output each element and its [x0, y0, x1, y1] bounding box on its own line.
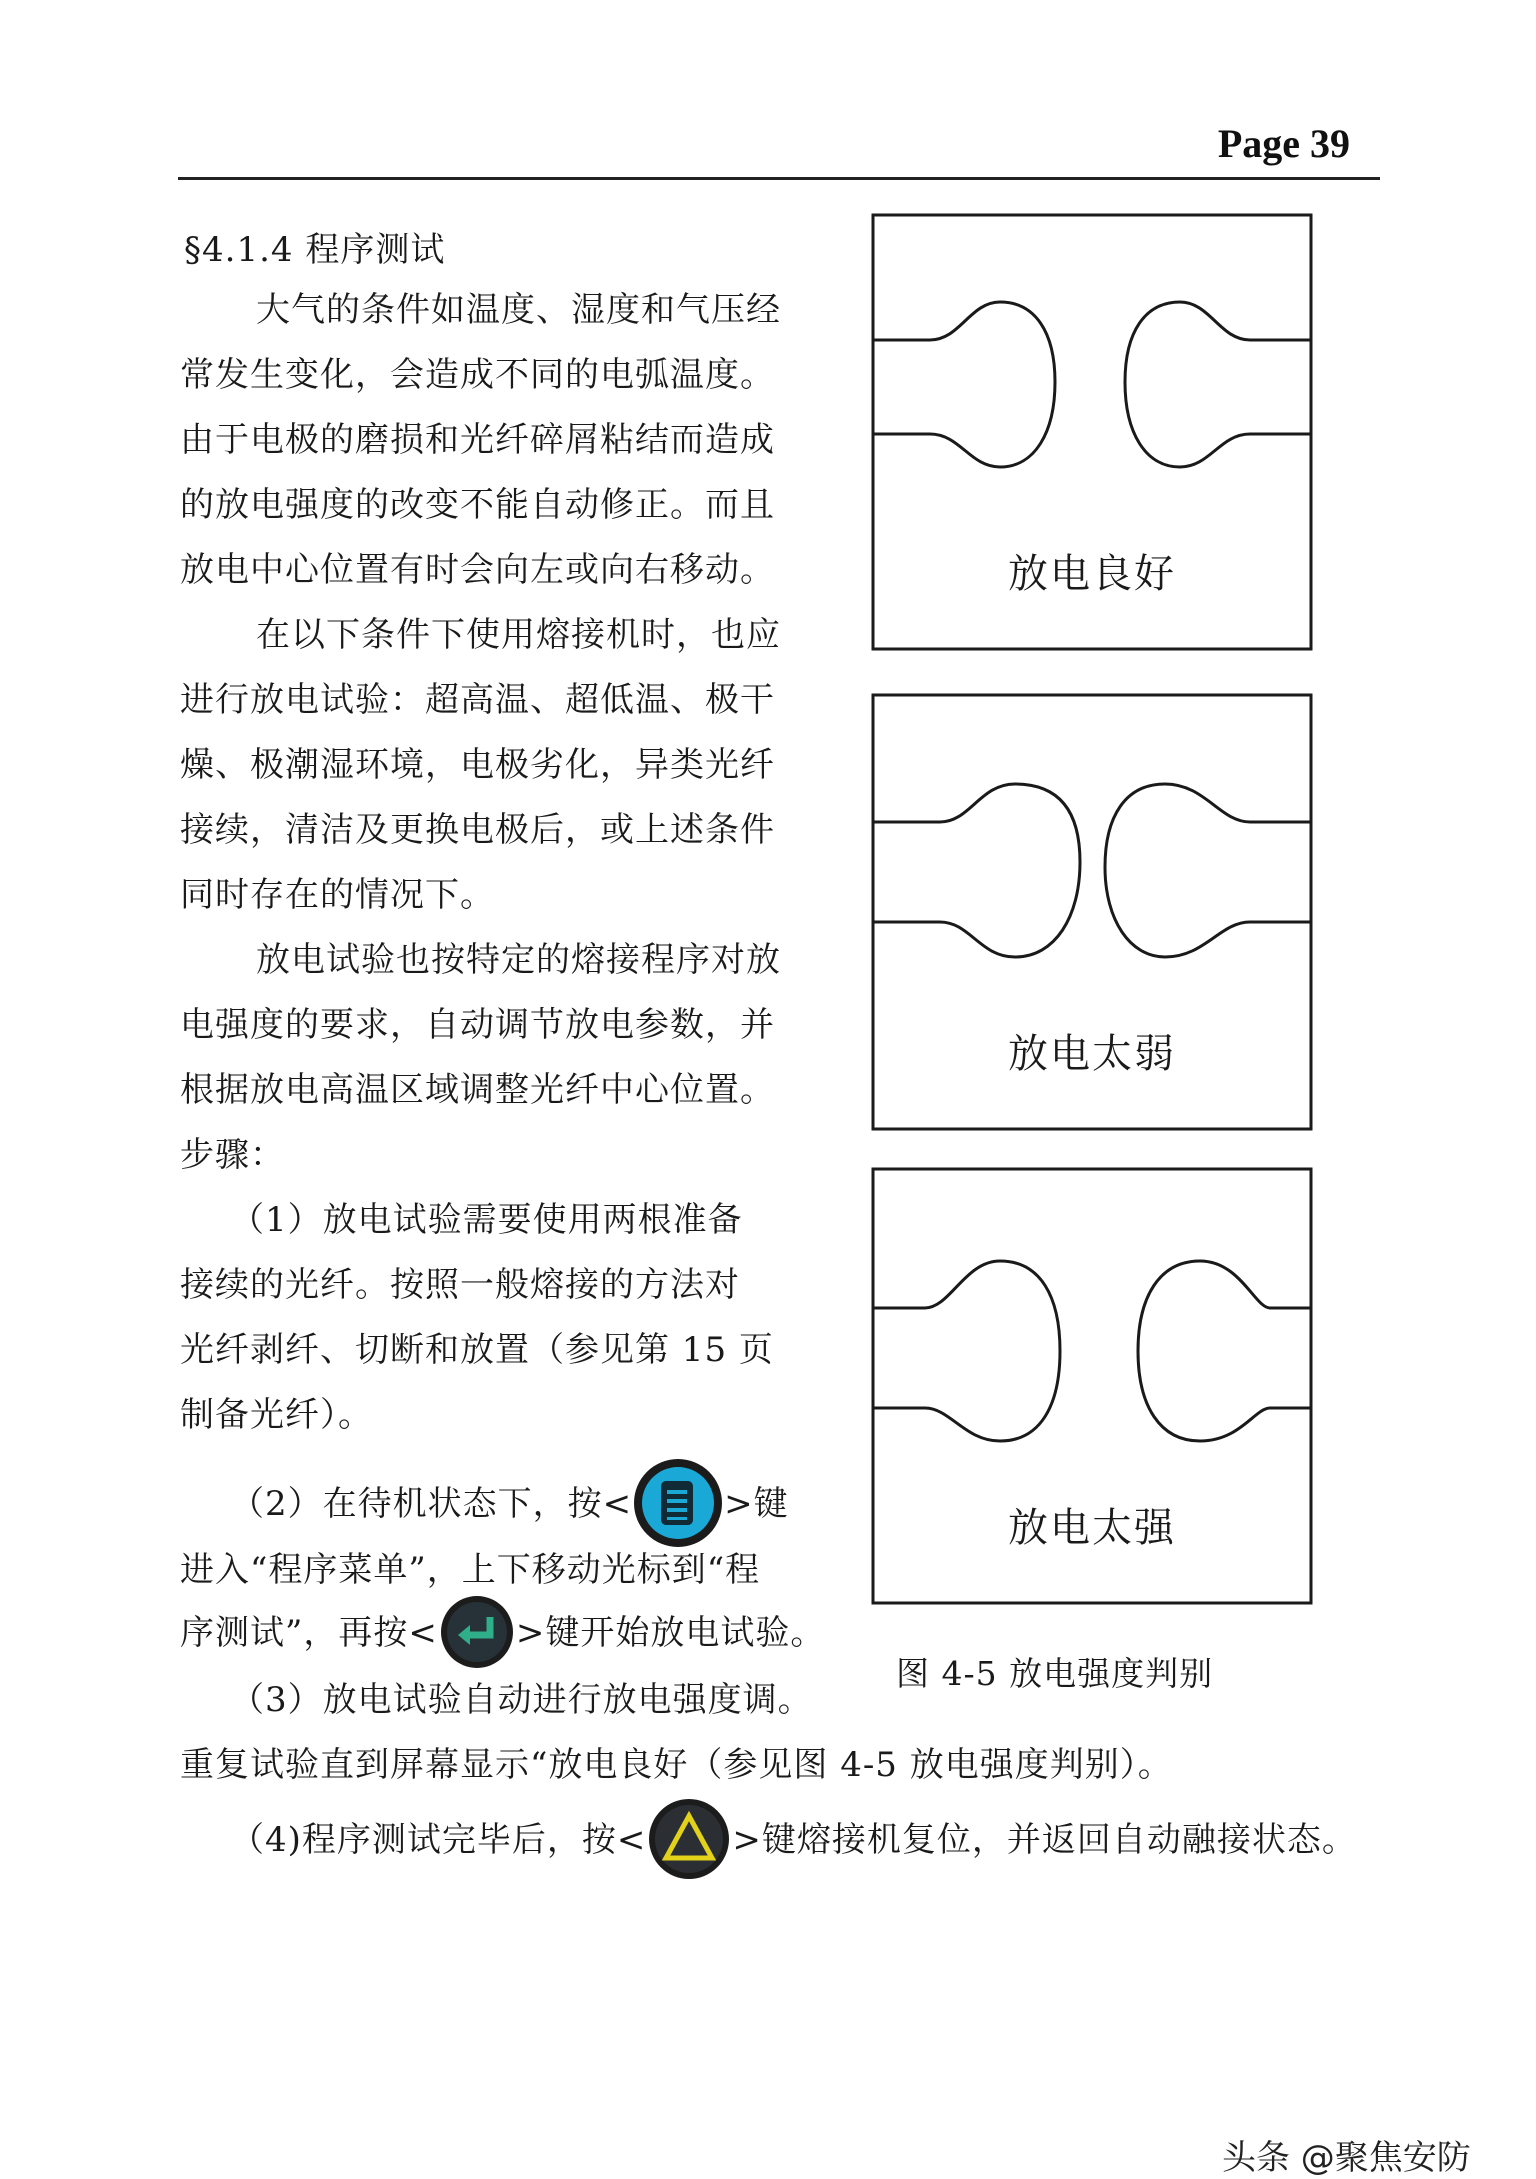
- enter-key: [440, 1595, 514, 1669]
- text-line: 重复试验直到屏幕显示“放电良好（参见图 4-5 放电强度判别）。: [180, 1745, 1173, 1785]
- menu-list-icon: [634, 1459, 722, 1547]
- text-line: 放电试验也按特定的熔接程序对放: [256, 940, 781, 980]
- text-line: 进行放电试验：超高温、超低温、极干: [180, 680, 775, 720]
- step2-text-after-enter: >键开始放电试验。: [515, 1613, 826, 1653]
- enter-return-icon: [440, 1595, 514, 1669]
- reset-key: [648, 1798, 730, 1880]
- text-line: 由于电极的磨损和光纤碎屑粘结而造成: [180, 420, 775, 460]
- steps-label: 步骤：: [180, 1135, 285, 1175]
- figure-label: 放电太弱: [1008, 1031, 1176, 1077]
- watermark: 头条 @聚焦安防: [1222, 2138, 1471, 2178]
- figure-label: 放电太强: [1008, 1505, 1176, 1551]
- figure-discharge-good: [870, 212, 1314, 652]
- text-line: 制备光纤）。: [180, 1395, 373, 1435]
- text-line: 的放电强度的改变不能自动修正。而且: [180, 485, 775, 525]
- step2-text-after-key: >键: [724, 1484, 789, 1524]
- triangle-icon: [648, 1798, 730, 1880]
- text-line: 燥、极潮湿环境，电极劣化，异类光纤: [180, 745, 775, 785]
- step2-text-before-enter: 序测试”，再按<: [180, 1613, 438, 1653]
- page-number: Page 39: [1217, 121, 1350, 166]
- step4-text-before-key: （4)程序测试完毕后，按<: [230, 1820, 647, 1860]
- text-line: 常发生变化，会造成不同的电弧温度。: [180, 355, 775, 395]
- text-line: 接续，清洁及更换电极后，或上述条件: [180, 810, 775, 850]
- text-line: （1）放电试验需要使用两根准备: [230, 1200, 743, 1240]
- section-title: §4.1.4 程序测试: [184, 230, 446, 270]
- step4-text-after-key: >键熔接机复位，并返回自动融接状态。: [732, 1820, 1357, 1860]
- figure-discharge-strong: [870, 1166, 1314, 1606]
- text-line: 进入“程序菜单”，上下移动光标到“程: [180, 1550, 761, 1590]
- figure-discharge-weak: [870, 692, 1314, 1132]
- text-line: （3）放电试验自动进行放电强度调。: [230, 1680, 813, 1720]
- text-line: 在以下条件下使用熔接机时，也应: [256, 615, 781, 655]
- figure-caption: 图 4-5 放电强度判别: [896, 1654, 1214, 1693]
- text-line: 光纤剥纤、切断和放置（参见第 15 页: [180, 1330, 774, 1370]
- text-line: 大气的条件如温度、湿度和气压经: [256, 290, 781, 330]
- header-rule: [178, 177, 1380, 180]
- text-line: 放电中心位置有时会向左或向右移动。: [180, 550, 775, 590]
- text-line: 根据放电高温区域调整光纤中心位置。: [180, 1070, 775, 1110]
- menu-key: [634, 1459, 722, 1547]
- text-line: 电强度的要求，自动调节放电参数，并: [180, 1005, 775, 1045]
- text-line: 同时存在的情况下。: [180, 875, 495, 915]
- figure-label: 放电良好: [1008, 551, 1176, 597]
- step2-text-before-key: （2）在待机状态下，按<: [230, 1484, 633, 1524]
- text-line: 接续的光纤。按照一般熔接的方法对: [180, 1265, 740, 1305]
